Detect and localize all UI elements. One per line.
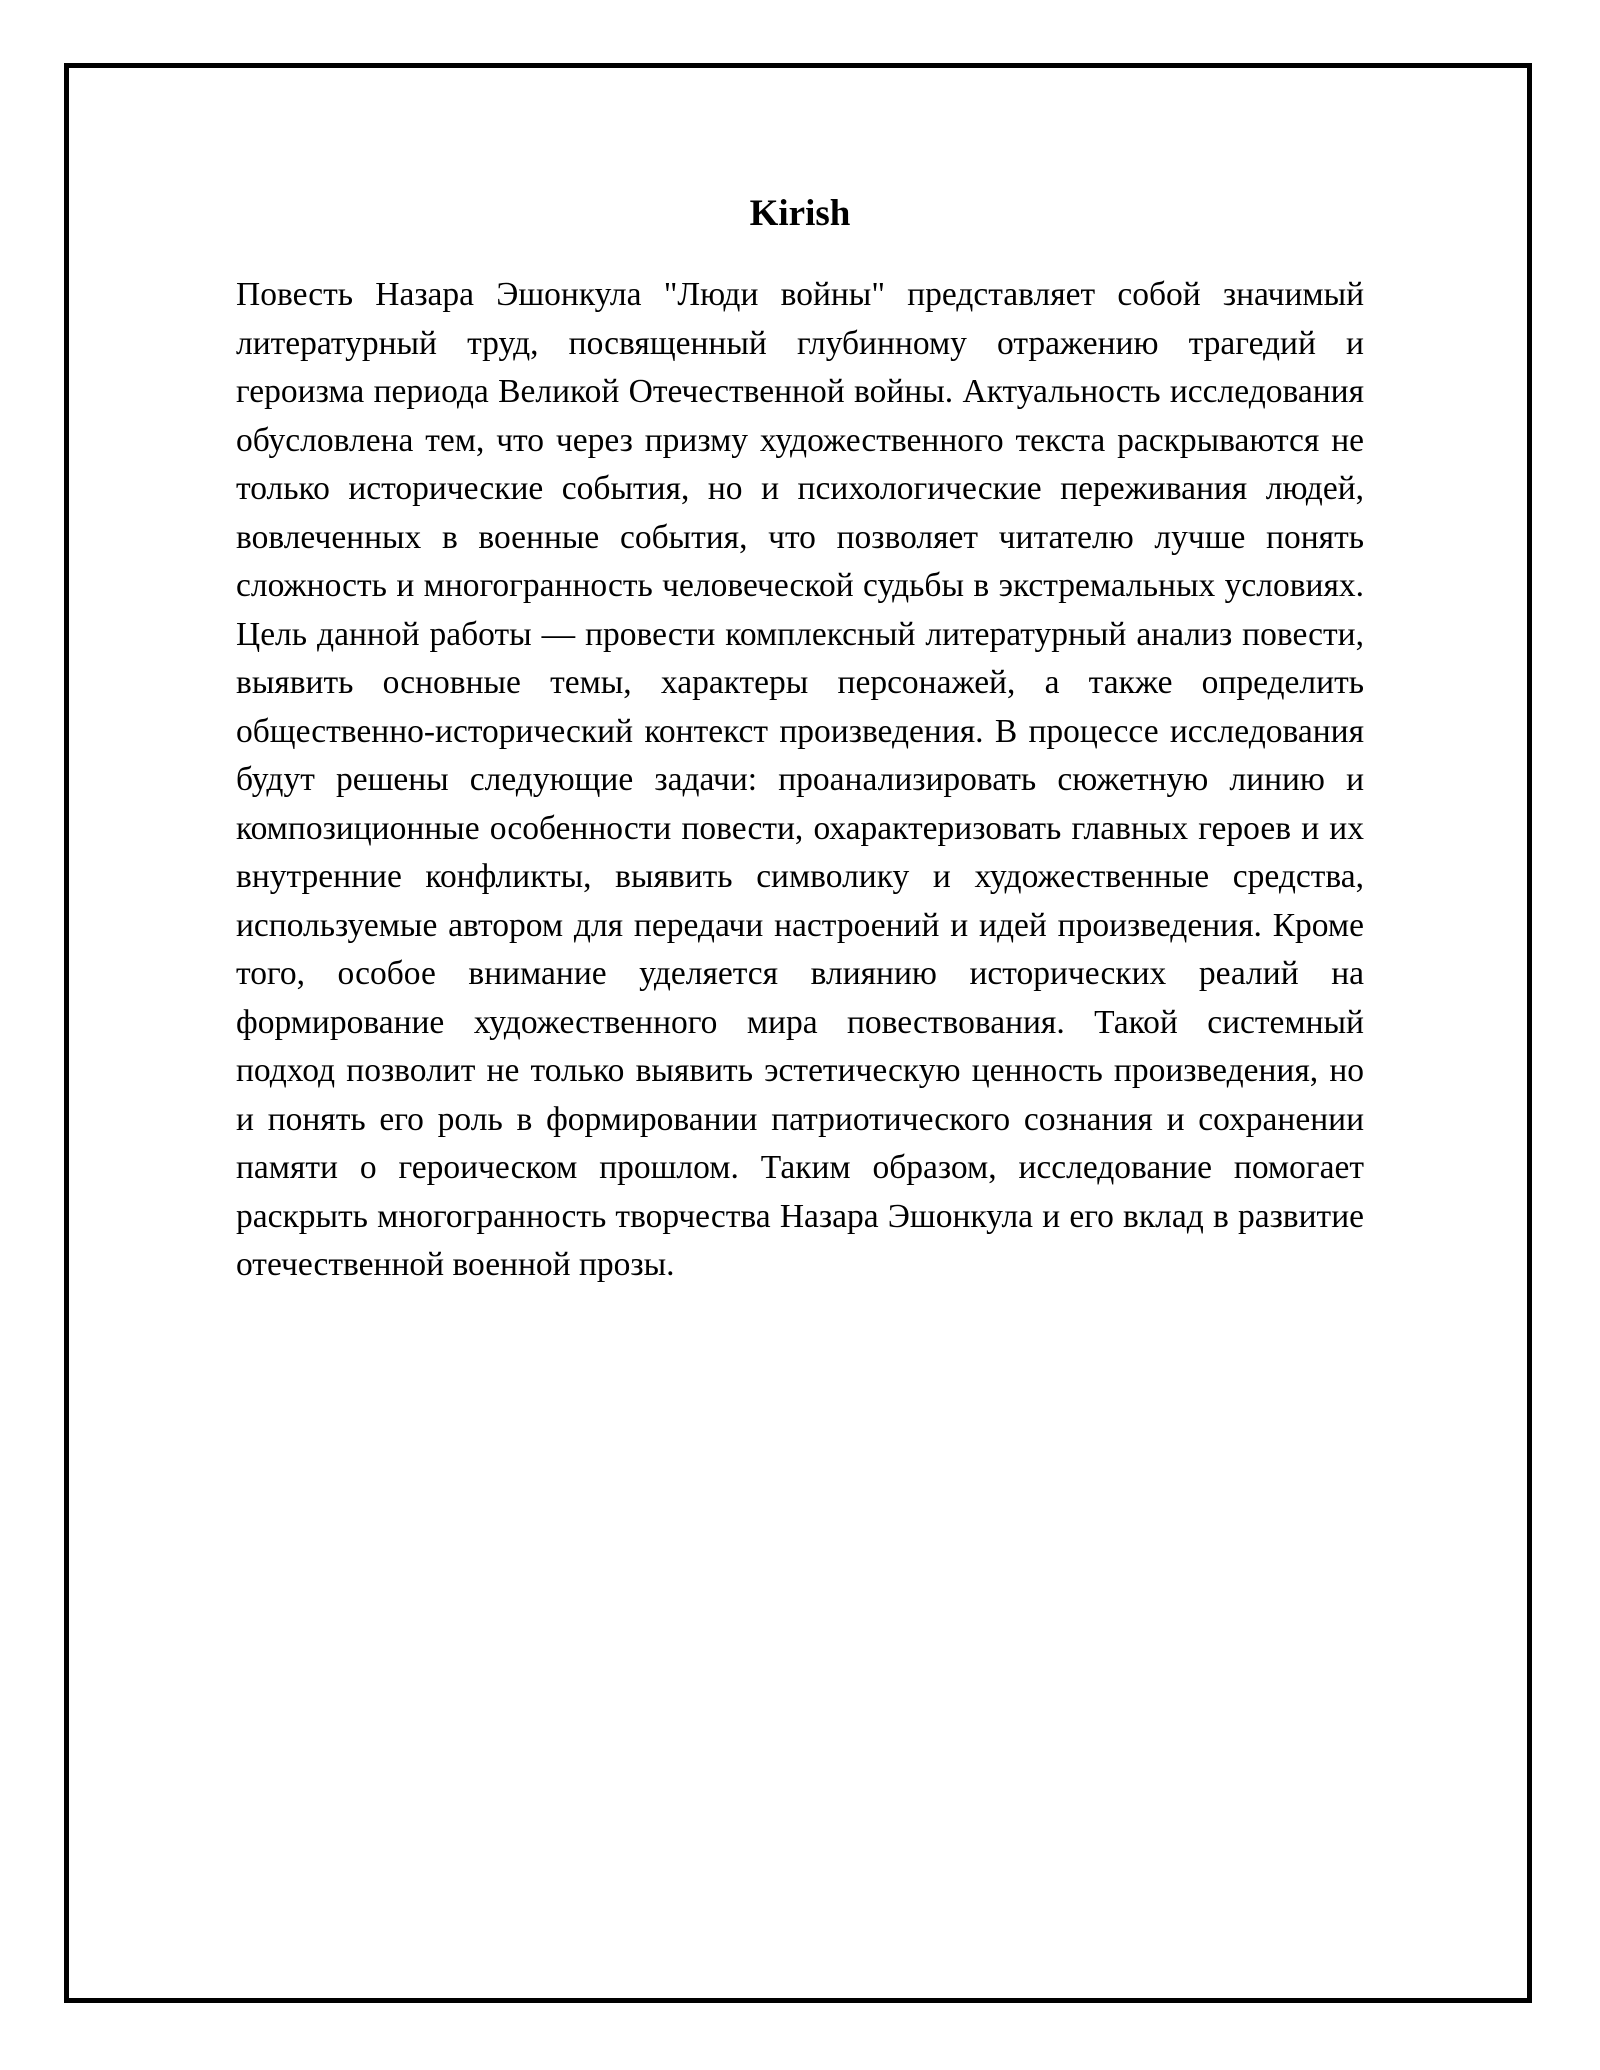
- document-title: Kirish: [749, 193, 851, 234]
- body-paragraph: Повесть Назара Эшонкула "Люди войны" представляет собой значимый литературный труд, посвященный глубинному отражению трагедий и героизма периода Великой Отечественной войны. Актуальность исследования обусловлена тем, что через призму художественного текста раскрываются не только исторические события, но и психологические переживания людей, вовлеченных в военные события, что позволяет читателю лучше понять сложность и многогранность человеческой судьбы в экстремальных условиях. Цель данной работы — провести комплексный литературный анализ повести, выявить основные темы, характеры персонажей, а также определить общественно-исторический контекст произведения. В процессе исследования будут решены следующие задачи: проанализировать сюжетную линию и композиционные особенности повести, охарактеризовать главных героев и их внутренние конфликты, выявить символику и художественные средства, используемые автором для передачи настроений и идей произведения. Кроме того, особое внимание уделяется влиянию исторических реалий на формирование художественного мира повествования. Такой системный подход позволит не только выявить эстетическую ценность произведения, но и понять его роль в формировании патриотического сознания и сохранении памяти о героическом прошлом. Таким образом, исследование помогает раскрыть многогранность творчества Назара Эшонкула и его вклад в развитие отечественной военной прозы.: [236, 276, 1364, 1283]
- document-content: [236, 186, 1364, 1290]
